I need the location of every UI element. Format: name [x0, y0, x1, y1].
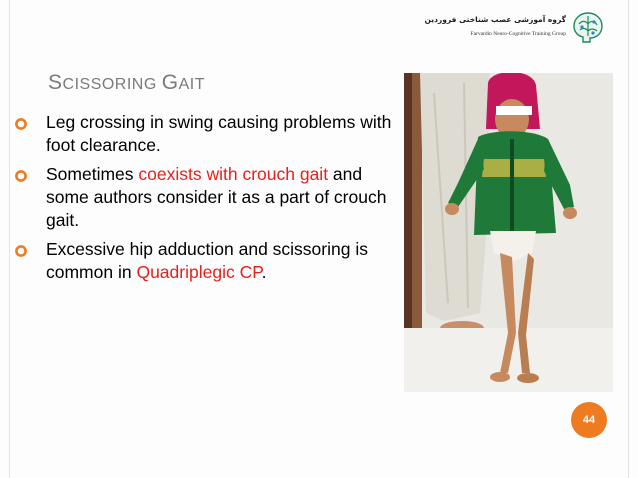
child-standing-illustration [404, 73, 613, 392]
bullet-text: Sometimes [46, 164, 139, 184]
patient-photo [404, 73, 613, 392]
bullet-ring-icon [14, 117, 28, 131]
bullet-text-after: and some authors consider it as a part of crouch gait. [46, 164, 387, 230]
logo-title: گروه آموزشی عصب شناختی فروردین [424, 15, 566, 24]
left-border-line [9, 0, 10, 478]
bullet-item [14, 111, 404, 157]
bullet-item [14, 163, 404, 232]
bullet-text-after: . [261, 262, 267, 282]
right-border-line [628, 0, 629, 478]
logo-subtitle: Farvardin Neuro-Cognitive Training Group [470, 31, 566, 37]
bullet-highlight: coexists with crouch gait [138, 164, 329, 184]
bullet-text: Leg crossing in swing causing problems with foot clearance. [46, 112, 392, 155]
slide-title: SCISSORING GAIT [48, 71, 205, 94]
bullet-ring-icon [14, 169, 28, 183]
bullet-list [14, 111, 404, 290]
bullet-highlight: Quadriplegic CP [136, 262, 262, 282]
page-number-badge: 44 [571, 402, 607, 438]
bullet-text: Excessive hip adduction and scissoring is common in [46, 239, 368, 282]
bullet-item [14, 238, 404, 284]
brain-logo-icon [570, 10, 606, 46]
logo [424, 9, 610, 49]
bullet-ring-icon [14, 244, 28, 258]
